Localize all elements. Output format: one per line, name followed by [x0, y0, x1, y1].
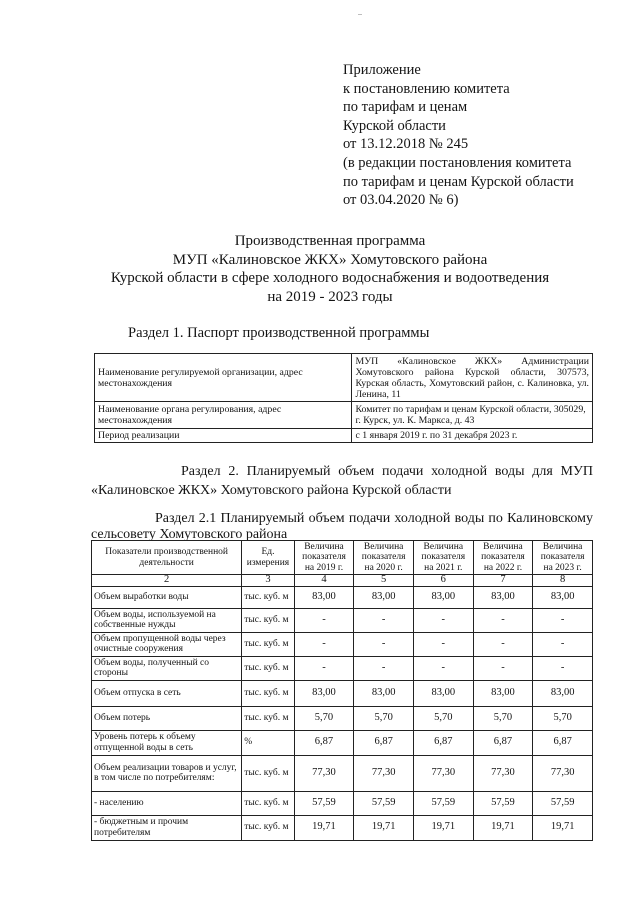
- row-value: 5,70: [354, 706, 414, 730]
- row-value: -: [533, 608, 593, 632]
- appendix-line: по тарифам и ценам Курской области: [343, 173, 574, 190]
- appendix-line: (в редакции постановления комитета: [343, 154, 572, 171]
- header-2020: Величина показателя на 2020 г.: [354, 541, 414, 575]
- row-name: Уровень потерь к объему отпущенной воды в сеть: [92, 730, 242, 755]
- passport-row: [95, 429, 593, 443]
- table-row: [92, 632, 593, 656]
- row-value: 19,71: [354, 815, 414, 840]
- passport-value: с 1 января 2019 г. по 31 декабря 2023 г.: [352, 429, 593, 443]
- row-value: 5,70: [294, 706, 354, 730]
- row-value: 57,59: [294, 791, 354, 815]
- row-unit: тыс. куб. м: [242, 815, 294, 840]
- row-value: -: [413, 608, 473, 632]
- row-value: 5,70: [473, 706, 533, 730]
- row-value: 6,87: [533, 730, 593, 755]
- row-unit: тыс. куб. м: [242, 632, 294, 656]
- column-number-row: [92, 575, 593, 587]
- appendix-line: Курской области: [343, 117, 446, 134]
- row-value: 6,87: [294, 730, 354, 755]
- row-value: 77,30: [473, 755, 533, 791]
- row-unit: %: [242, 730, 294, 755]
- row-name: - населению: [92, 791, 242, 815]
- header-unit: Ед. измерения: [242, 541, 294, 575]
- row-unit: тыс. куб. м: [242, 755, 294, 791]
- row-value: -: [354, 656, 414, 680]
- row-unit: тыс. куб. м: [242, 656, 294, 680]
- row-value: 19,71: [473, 815, 533, 840]
- row-unit: тыс. куб. м: [242, 706, 294, 730]
- row-value: 57,59: [413, 791, 473, 815]
- row-value: 19,71: [294, 815, 354, 840]
- section21-heading: Раздел 2.1 Планируемый объем подачи холодной воды по Калиновскому сельсовету Хомутовского района: [91, 511, 593, 542]
- row-value: 6,87: [413, 730, 473, 755]
- section2-heading: Раздел 2. Планируемый объем подачи холодной воды для МУП «Калиновское ЖКХ» Хомутовского района Курской области: [91, 464, 593, 498]
- row-value: -: [473, 632, 533, 656]
- row-name: Объем отпуска в сеть: [92, 680, 242, 706]
- row-value: -: [533, 656, 593, 680]
- row-value: 83,00: [473, 680, 533, 706]
- document-title: [60, 232, 600, 306]
- table-row: [92, 815, 593, 840]
- row-value: -: [413, 632, 473, 656]
- row-value: 83,00: [354, 680, 414, 706]
- row-name: Объем воды, используемой на собственные нужды: [92, 608, 242, 632]
- row-value: 83,00: [533, 586, 593, 608]
- row-value: 77,30: [294, 755, 354, 791]
- header-indicator: Показатели производственной деятельности: [92, 541, 242, 575]
- row-value: 83,00: [413, 586, 473, 608]
- row-unit: тыс. куб. м: [242, 608, 294, 632]
- column-number: 2: [92, 575, 242, 587]
- appendix-block: [343, 61, 633, 210]
- table-row: [92, 586, 593, 608]
- row-value: -: [413, 656, 473, 680]
- column-number: 6: [413, 575, 473, 587]
- row-value: -: [354, 608, 414, 632]
- row-value: 57,59: [354, 791, 414, 815]
- row-name: Объем воды, полученный со стороны: [92, 656, 242, 680]
- passport-label: Наименование органа регулирования, адрес местонахождения: [95, 402, 352, 429]
- table-row: [92, 730, 593, 755]
- column-number: 4: [294, 575, 354, 587]
- header-2023: Величина показателя на 2023 г.: [533, 541, 593, 575]
- passport-value: МУП «Калиновское ЖКХ» Администрации Хомутовского района Курской области, 307573, Курская область, Хомутовский район, с. Калиновка, ул. Ленина, 11: [352, 354, 593, 402]
- appendix-line: Приложение: [343, 62, 421, 78]
- appendix-line: по тарифам и ценам: [343, 99, 468, 116]
- header-row: [92, 541, 593, 575]
- passport-value: Комитет по тарифам и ценам Курской области, 305029, г. Курск, ул. К. Маркса, д. 43: [352, 402, 593, 429]
- row-value: -: [294, 632, 354, 656]
- table-row: [92, 608, 593, 632]
- row-value: 57,59: [473, 791, 533, 815]
- row-value: -: [533, 632, 593, 656]
- row-value: 6,87: [354, 730, 414, 755]
- title-line: Курской области в сфере холодного водоснабжения и водоотведения: [110, 270, 550, 286]
- row-name: Объем потерь: [92, 706, 242, 730]
- header-2022: Величина показателя на 2022 г.: [473, 541, 533, 575]
- title-line: на 2019 - 2023 годы: [267, 288, 393, 305]
- row-value: 77,30: [413, 755, 473, 791]
- row-name: - бюджетным и прочим потребителям: [92, 815, 242, 840]
- row-value: 83,00: [294, 680, 354, 706]
- passport-row: [95, 402, 593, 429]
- water-volume-table: [91, 540, 593, 841]
- header-2021: Величина показателя на 2021 г.: [413, 541, 473, 575]
- passport-row: [95, 354, 593, 402]
- row-value: -: [354, 632, 414, 656]
- row-value: 5,70: [413, 706, 473, 730]
- row-unit: тыс. куб. м: [242, 586, 294, 608]
- passport-label: Период реализации: [95, 429, 352, 443]
- row-value: -: [473, 656, 533, 680]
- row-name: Объем реализации товаров и услуг, в том числе по потребителям:: [92, 755, 242, 791]
- table-row: [92, 656, 593, 680]
- row-value: 77,30: [354, 755, 414, 791]
- row-unit: тыс. куб. м: [242, 680, 294, 706]
- title-line: МУП «Калиновское ЖКХ» Хомутовского района: [172, 251, 488, 268]
- row-value: 83,00: [473, 586, 533, 608]
- table-row: [92, 706, 593, 730]
- row-name: Объем выработки воды: [92, 586, 242, 608]
- row-value: -: [473, 608, 533, 632]
- appendix-line: к постановлению комитета: [343, 80, 510, 97]
- table-row: [92, 680, 593, 706]
- row-value: 19,71: [413, 815, 473, 840]
- row-value: 6,87: [473, 730, 533, 755]
- table-row: [92, 791, 593, 815]
- row-name: Объем пропущенной воды через очистные сооружения: [92, 632, 242, 656]
- column-number: 7: [473, 575, 533, 587]
- column-number: 5: [354, 575, 414, 587]
- passport-label: Наименование регулируемой организации, адрес местонахождения: [95, 354, 352, 402]
- title-line: Производственная программа: [234, 233, 426, 249]
- section1-heading: Раздел 1. Паспорт производственной программы: [128, 325, 430, 341]
- row-value: 83,00: [533, 680, 593, 706]
- row-value: 83,00: [294, 586, 354, 608]
- appendix-line: от 13.12.2018 № 245: [343, 136, 469, 153]
- column-number: 8: [533, 575, 593, 587]
- top-mark: ..: [358, 8, 362, 17]
- row-value: -: [294, 608, 354, 632]
- row-unit: тыс. куб. м: [242, 791, 294, 815]
- column-number: 3: [242, 575, 294, 587]
- row-value: 19,71: [533, 815, 593, 840]
- row-value: -: [294, 656, 354, 680]
- header-2019: Величина показателя на 2019 г.: [294, 541, 354, 575]
- row-value: 83,00: [354, 586, 414, 608]
- table-row: [92, 755, 593, 791]
- row-value: 5,70: [533, 706, 593, 730]
- row-value: 83,00: [413, 680, 473, 706]
- appendix-line: от 03.04.2020 № 6): [343, 192, 459, 209]
- row-value: 57,59: [533, 791, 593, 815]
- row-value: 77,30: [533, 755, 593, 791]
- passport-table: [94, 353, 593, 443]
